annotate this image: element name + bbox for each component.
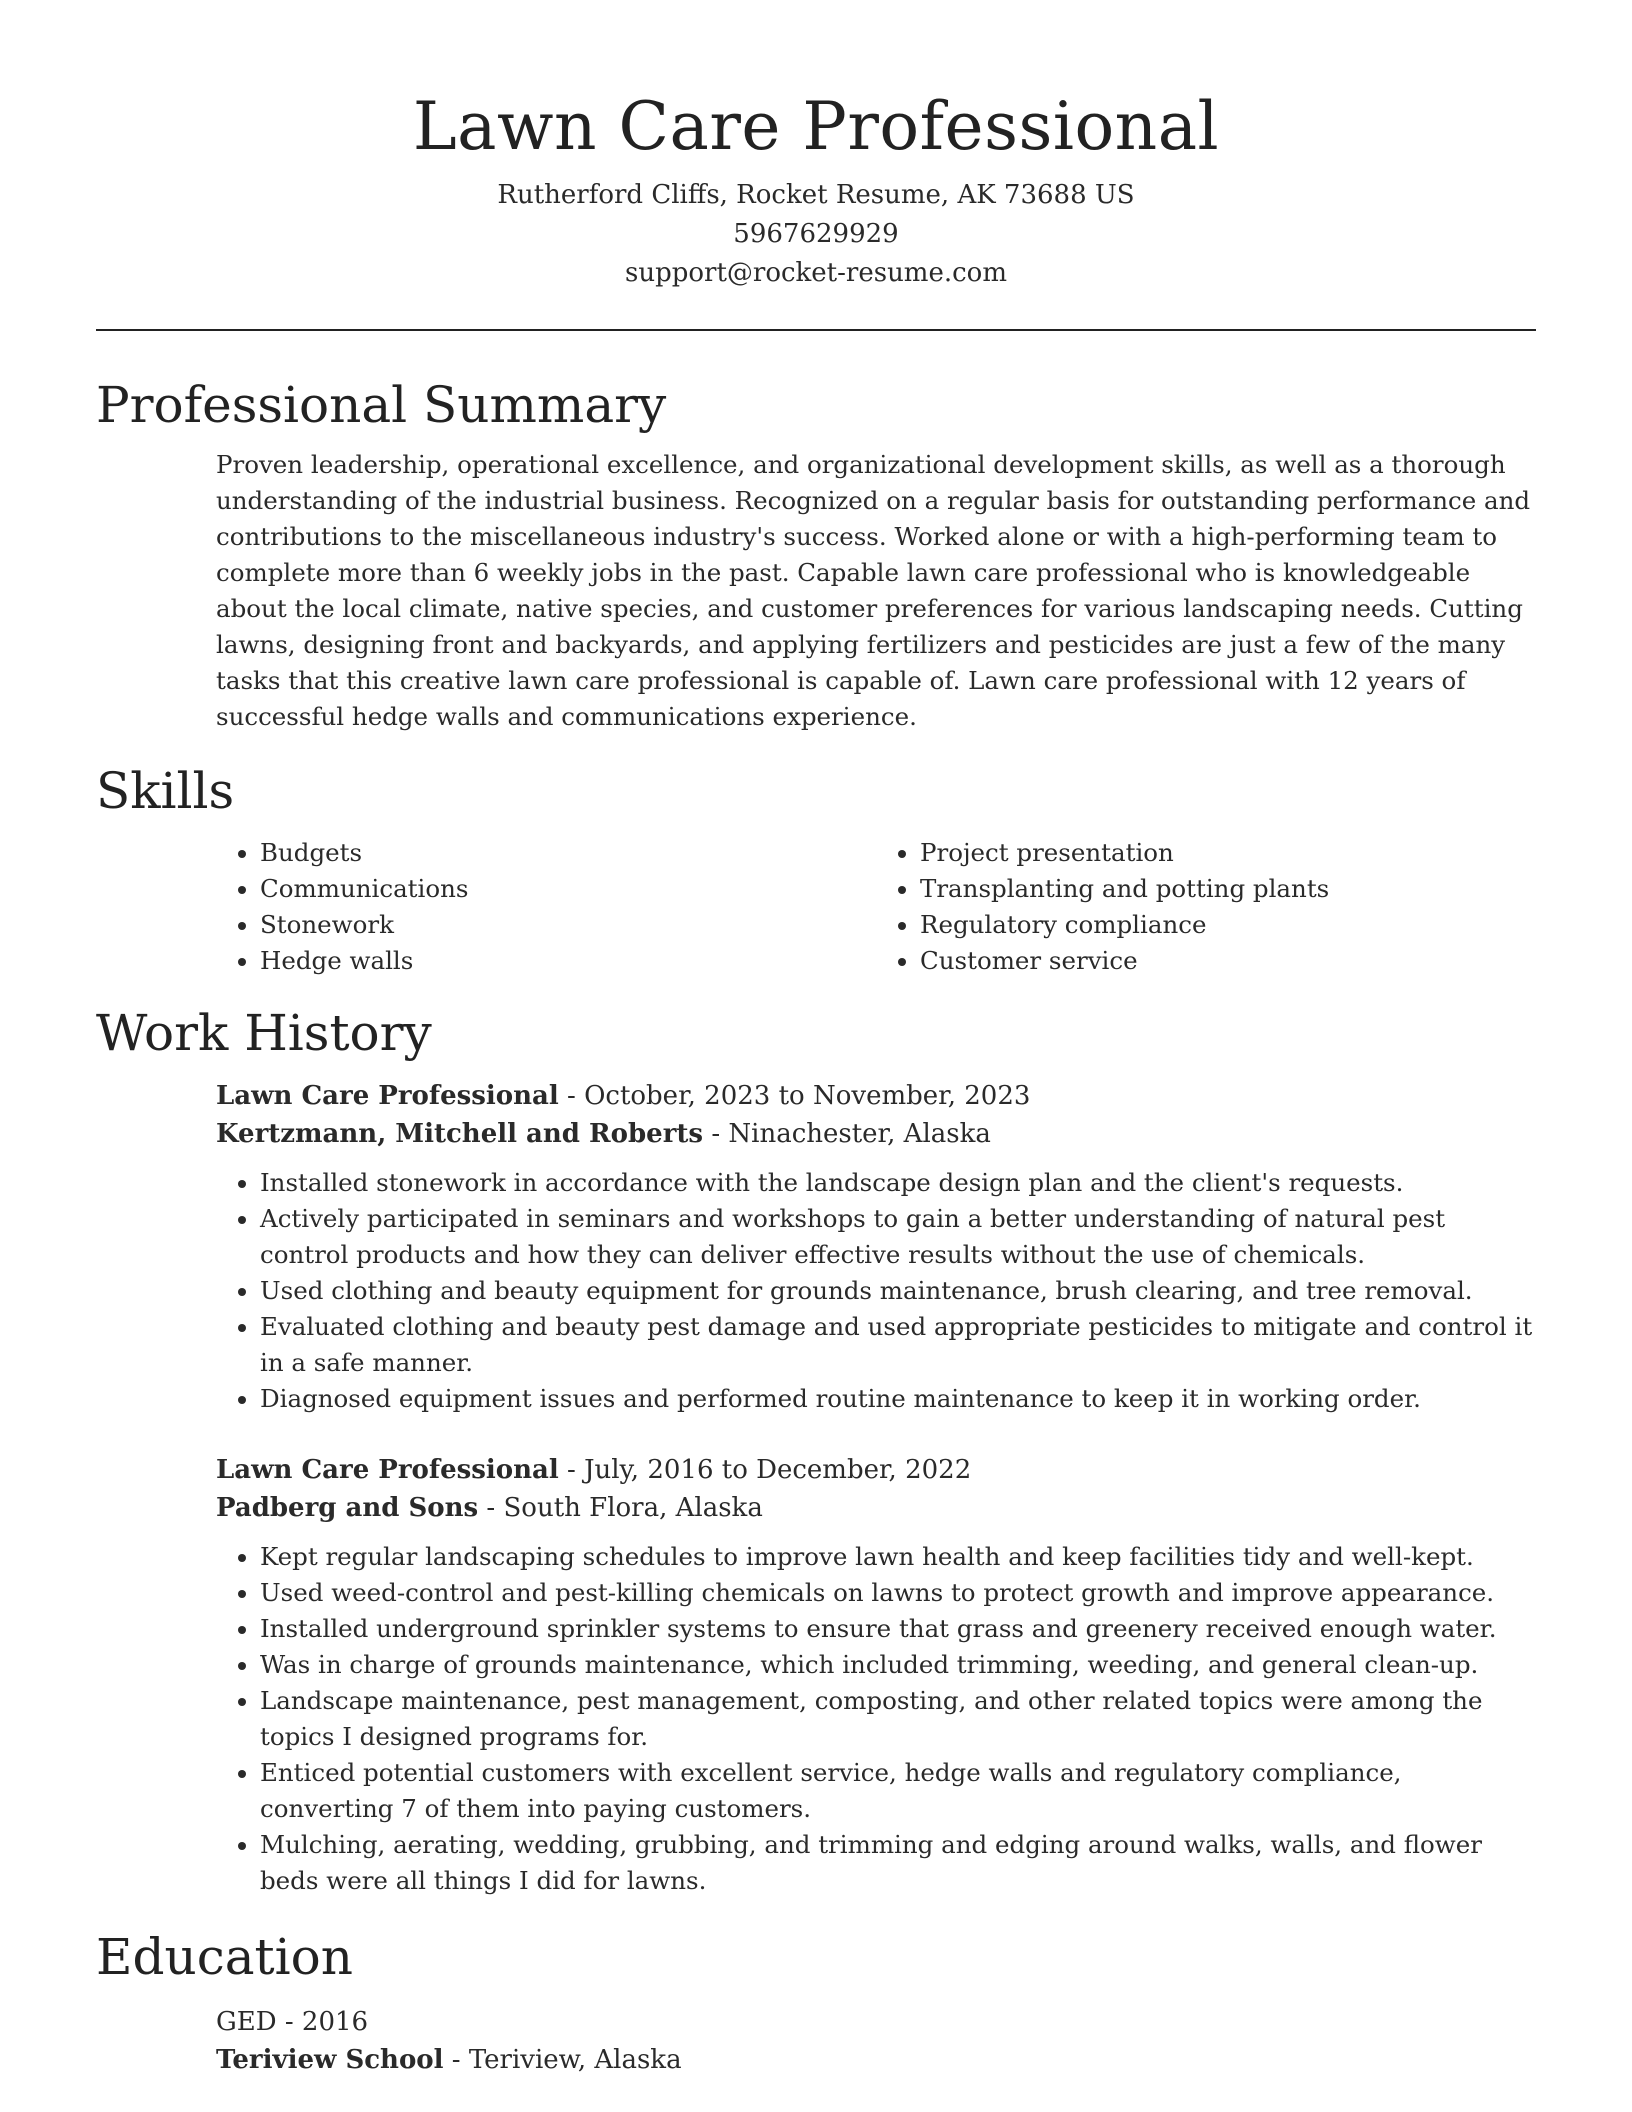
skills-grid [216, 835, 1536, 979]
job-role: Lawn Care Professional [216, 1081, 559, 1111]
job-location: - Ninachester, Alaska [703, 1119, 991, 1149]
job-bullet: • Evaluated clothing and beauty pest damage and used appropriate pesticides to mitigate and control it in a safe manner. [260, 1309, 1536, 1381]
job-company: Kertzmann, Mitchell and Roberts [216, 1119, 704, 1149]
job-company-line [216, 1115, 1536, 1153]
contact-address: Rutherford Cliffs, Rocket Resume, AK 73688 US [497, 180, 1135, 210]
job-dates: - July, 2016 to December, 2022 [558, 1455, 972, 1485]
job-bullet: • Used clothing and beauty equipment for grounds maintenance, brush clearing, and tree removal. [260, 1273, 1536, 1309]
job-bullet: • Diagnosed equipment issues and performed routine maintenance to keep it in working order. [260, 1381, 1536, 1417]
education-location: - Teriview, Alaska [443, 2045, 682, 2075]
job-bullet: • Kept regular landscaping schedules to improve lawn health and keep facilities tidy and well-kept. [260, 1539, 1536, 1575]
education-degree-line [216, 2003, 1536, 2041]
skills-column-right [876, 835, 1536, 979]
resume-page [96, 0, 1536, 2079]
education-entry [216, 2003, 1536, 2079]
skill-item: • Customer service [920, 943, 1536, 979]
job-bullet: • Installed stonework in accordance with the landscape design plan and the client's requests. [260, 1165, 1536, 1201]
job-role: Lawn Care Professional [216, 1455, 559, 1485]
job-bullet: • Actively participated in seminars and workshops to gain a better understanding of natural pest control products and how they can deliver effective results without the use of chemicals. [260, 1201, 1536, 1273]
job-title-line [216, 1077, 1536, 1115]
job-entry [216, 1451, 1536, 1899]
education-degree: GED [216, 2007, 277, 2037]
skill-item: • Regulatory compliance [920, 907, 1536, 943]
job-bullet: • Was in charge of grounds maintenance, which included trimming, weeding, and general clean-up. [260, 1647, 1536, 1683]
skill-item: • Communications [260, 871, 876, 907]
education-heading: Education [96, 1928, 353, 1986]
contact-block [96, 176, 1536, 293]
job-bullet: • Enticed potential customers with excellent service, hedge walls and regulatory compliance, converting 7 of them into paying customers. [260, 1755, 1536, 1827]
job-bullets [216, 1539, 1536, 1899]
education-section [96, 1927, 1536, 2079]
skills-section [96, 761, 1536, 979]
header-divider [96, 329, 1536, 331]
summary-text: Proven leadership, operational excellence, and organizational development skills, as well as a thorough understanding of the industrial business. Recognized on a regular basis for outstanding performance and contributions to the miscellaneous industry's success. Worked alone or with a high-performing team to complete more than 6 weekly jobs in the past. Capable lawn care professional who is knowledgeable about the local climate, native species, and customer preferences for various landscaping needs. Cutting lawns, designing front and backyards, and applying fertilizers and pesticides are just a few of the many tasks that this creative lawn care professional is capable of. Lawn care professional with 12 years of successful hedge walls and communications experience. [216, 450, 1531, 731]
job-company: Padberg and Sons [216, 1493, 479, 1523]
skills-column-left [216, 835, 876, 979]
skill-item: • Transplanting and potting plants [920, 871, 1536, 907]
job-bullet: • Landscape maintenance, pest management, composting, and other related topics were among the topics I designed programs for. [260, 1683, 1536, 1755]
job-bullet: • Installed underground sprinkler systems to ensure that grass and greenery received enough water. [260, 1611, 1536, 1647]
skill-item: • Stonework [260, 907, 876, 943]
resume-name: Lawn Care Professional [412, 88, 1220, 165]
skill-item: • Hedge walls [260, 943, 876, 979]
education-school: Teriview School [216, 2045, 444, 2075]
job-location: - South Flora, Alaska [478, 1493, 763, 1523]
skill-item: • Budgets [260, 835, 876, 871]
work-history-section [96, 1003, 1536, 1899]
job-title-line [216, 1451, 1536, 1489]
job-company-line [216, 1489, 1536, 1527]
skills-heading: Skills [96, 762, 235, 820]
work-history-heading: Work History [96, 1004, 432, 1062]
job-dates: - October, 2023 to November, 2023 [558, 1081, 1031, 1111]
job-bullets [216, 1165, 1536, 1417]
job-entry [216, 1077, 1536, 1417]
contact-email: support@rocket-resume.com [624, 258, 1007, 288]
education-year: - 2016 [276, 2007, 369, 2037]
education-school-line [216, 2041, 1536, 2079]
contact-phone: 5967629929 [733, 219, 899, 249]
skill-item: • Project presentation [920, 835, 1536, 871]
summary-section [96, 375, 1536, 735]
job-bullet: • Mulching, aerating, wedding, grubbing, and trimming and edging around walks, walls, and flower beds were all things I did for lawns. [260, 1827, 1536, 1899]
summary-heading: Professional Summary [96, 376, 667, 434]
job-bullet: • Used weed-control and pest-killing chemicals on lawns to protect growth and improve appearance. [260, 1575, 1536, 1611]
